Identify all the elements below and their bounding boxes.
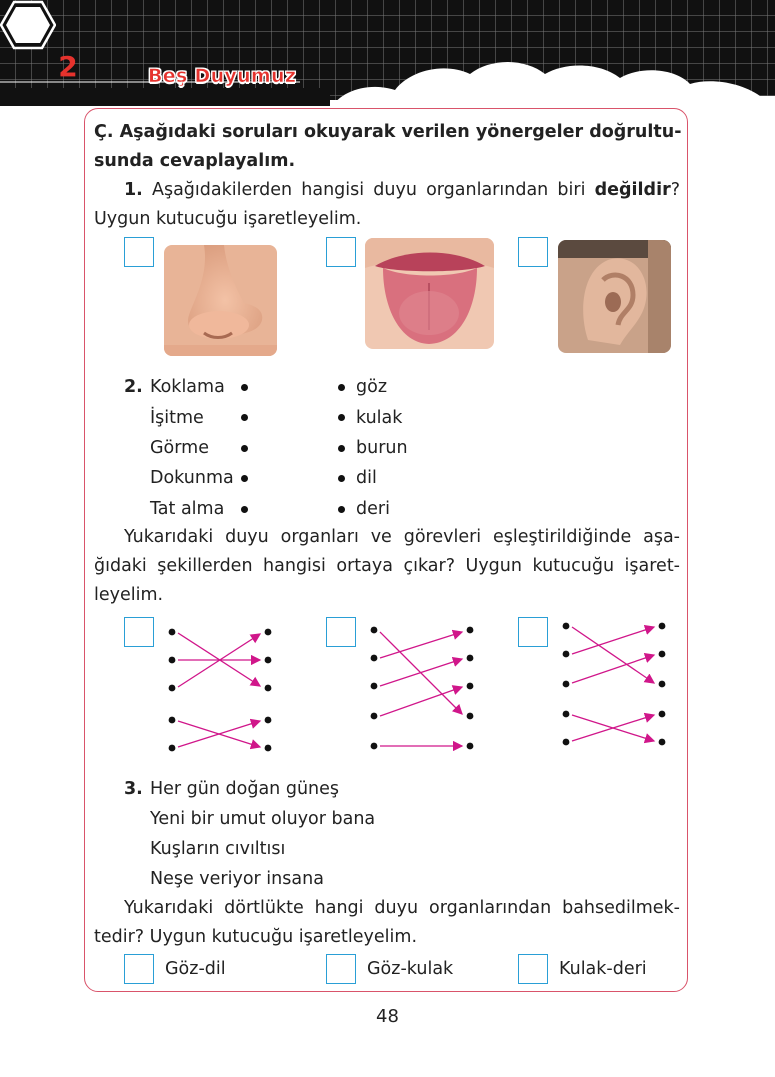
- q3-option-b-checkbox[interactable]: [326, 954, 356, 984]
- q2-right-item: burun: [356, 438, 408, 458]
- q2-option-a-checkbox[interactable]: [124, 617, 154, 647]
- q3-number: 3.: [124, 779, 143, 799]
- q3-option-c-checkbox[interactable]: [518, 954, 548, 984]
- q2-option-c-checkbox[interactable]: [518, 617, 548, 647]
- q1-line-2: Uygun kutucuğu işaretleyelim.: [94, 209, 362, 229]
- header-grid-banner: [0, 0, 775, 110]
- tongue-photo: [365, 238, 494, 349]
- q2-left-item: Koklama: [150, 377, 225, 397]
- q1-text-b: ?: [670, 180, 680, 200]
- q2-right-item: deri: [356, 499, 390, 519]
- q2-left-item: İşitme: [150, 408, 204, 428]
- q2-left-item: Görme: [150, 438, 209, 458]
- match-dot: [338, 445, 345, 452]
- unit-hexagon-icon: [0, 0, 56, 50]
- page-header: [0, 0, 775, 110]
- q3-para-line-1: Yukarıdaki dörtlükte hangi duyu organlarından bahsedilmek-: [124, 898, 680, 918]
- q3-option-c-label: Kulak-deri: [559, 959, 647, 979]
- q2-para-line-2: ğıdaki şekillerden hangisi ortaya çıkar? Uygun kutucuğu işaret-: [94, 556, 680, 576]
- q2-diagram-b: [362, 620, 482, 756]
- q3-option-b-label: Göz-kulak: [367, 959, 454, 979]
- q1-text-bold: değildir: [594, 180, 671, 200]
- match-dot: [338, 475, 345, 482]
- intro-line-2: sunda cevaplayalım.: [94, 151, 296, 171]
- unit-number: 2: [58, 50, 78, 83]
- match-dot: [241, 475, 248, 482]
- q3-poem-line: Her gün doğan güneş: [150, 779, 340, 799]
- q3-option-a-label: Göz-dil: [165, 959, 226, 979]
- q3-poem-line: Yeni bir umut oluyor bana: [150, 809, 376, 829]
- q3-poem-line: Kuşların cıvıltısı: [150, 839, 286, 859]
- match-dot: [338, 384, 345, 391]
- intro-line-1: Ç. Aşağıdaki soruları okuyarak verilen yönergeler doğrultu-: [94, 122, 682, 142]
- match-dot: [338, 506, 345, 513]
- q2-para-line-3: leyelim.: [94, 585, 164, 605]
- q2-diagram-a: [160, 620, 280, 756]
- match-dot: [241, 445, 248, 452]
- unit-title: Beş Duyumuz: [148, 65, 297, 87]
- q1-number: 1.: [124, 180, 143, 200]
- q3-para-line-2: tedir? Uygun kutucuğu işaretleyelim.: [94, 927, 418, 947]
- q1-option-c-checkbox[interactable]: [518, 237, 548, 267]
- q2-left-item: Tat alma: [150, 499, 225, 519]
- match-dot: [338, 414, 345, 421]
- q2-right-item: kulak: [356, 408, 403, 428]
- q1-text-a: Aşağıdakilerden hangisi duyu organlarından biri: [142, 180, 595, 200]
- q2-right-item: dil: [356, 468, 377, 488]
- q2-option-b-checkbox[interactable]: [326, 617, 356, 647]
- match-dot: [241, 414, 248, 421]
- q1-line-1: [94, 176, 680, 205]
- q3-poem-line: Neşe veriyor insana: [150, 869, 324, 889]
- q1-option-b-checkbox[interactable]: [326, 237, 356, 267]
- q2-para-line-1: Yukarıdaki duyu organları ve görevleri eşleştirildiğinde aşa-: [124, 527, 680, 547]
- nose-photo: [164, 245, 277, 356]
- match-dot: [241, 506, 248, 513]
- q2-right-item: göz: [356, 377, 388, 397]
- page-number: 48: [376, 1006, 399, 1027]
- q2-number: 2.: [124, 377, 143, 397]
- q2-left-item: Dokunma: [150, 468, 234, 488]
- q2-diagram-c: [554, 614, 674, 750]
- ear-photo: [558, 240, 671, 353]
- match-dot: [241, 384, 248, 391]
- q1-option-a-checkbox[interactable]: [124, 237, 154, 267]
- q3-option-a-checkbox[interactable]: [124, 954, 154, 984]
